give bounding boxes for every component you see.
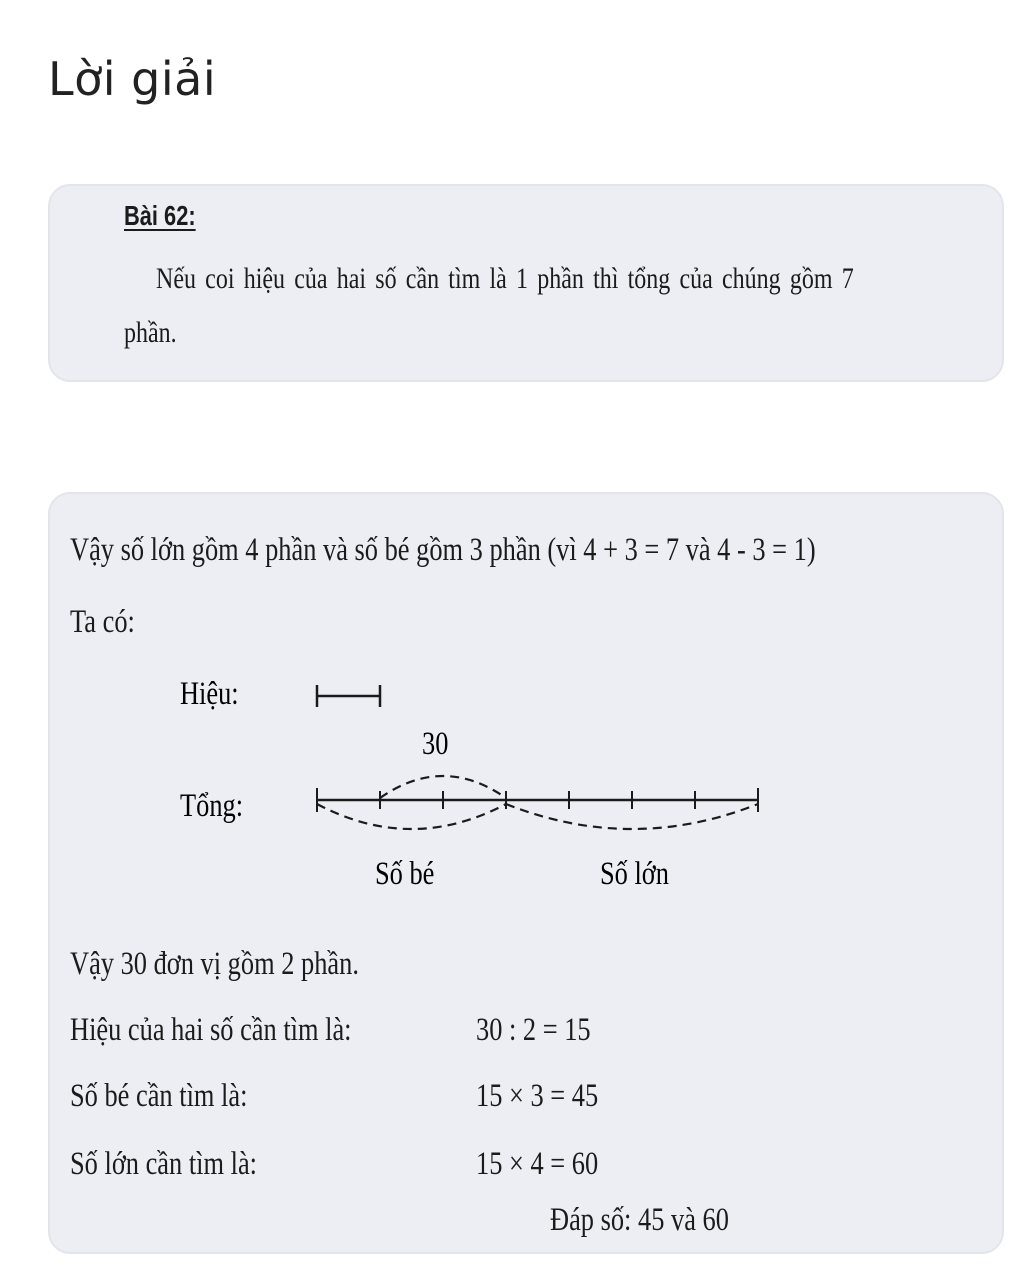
solution-statement: Vậy số lớn gồm 4 phần và số bé gồm 3 phần (vì 4 + 3 = 7 và 4 - 3 = 1): [70, 532, 816, 568]
brace-group: [317, 776, 758, 829]
so-lon-label: Số lớn: [600, 855, 669, 892]
problem-intro-line-1: Nếu coi hiệu của hai số cần tìm là 1 phần thì tổng của chúng gồm 7: [156, 262, 854, 295]
conclusion: Vậy 30 đơn vị gồm 2 phần.: [70, 946, 359, 982]
hieu-label: Hiệu:: [180, 675, 239, 712]
so-be-label: Số bé: [375, 855, 435, 892]
solution-card: [48, 492, 1004, 1254]
problem-card: [48, 184, 1004, 382]
brace-so-be: [317, 804, 506, 829]
calc-expr-hieu: 30 : 2 = 15: [476, 1012, 591, 1048]
problem-intro-line-2: phần.: [124, 316, 177, 349]
ta-co-label: Ta có:: [70, 604, 135, 640]
calc-label-hieu: Hiệu của hai số cần tìm là:: [70, 1012, 352, 1048]
tong-label: Tổng:: [180, 787, 244, 824]
segment-diagram: [50, 494, 1002, 914]
page-title: Lời giải: [48, 52, 217, 106]
calc-expr-so-lon: 15 × 4 = 60: [476, 1146, 599, 1182]
value-30-label: 30: [422, 725, 449, 762]
problem-heading: Bài 62:: [124, 200, 196, 231]
final-answer: Đáp số: 45 và 60: [550, 1202, 729, 1238]
tong-segment: [317, 788, 758, 812]
calc-label-so-be: Số bé cần tìm là:: [70, 1078, 248, 1114]
calc-label-so-lon: Số lớn cần tìm là:: [70, 1146, 258, 1182]
hieu-segment: [317, 685, 380, 707]
calc-expr-so-be: 15 × 3 = 45: [476, 1078, 599, 1114]
